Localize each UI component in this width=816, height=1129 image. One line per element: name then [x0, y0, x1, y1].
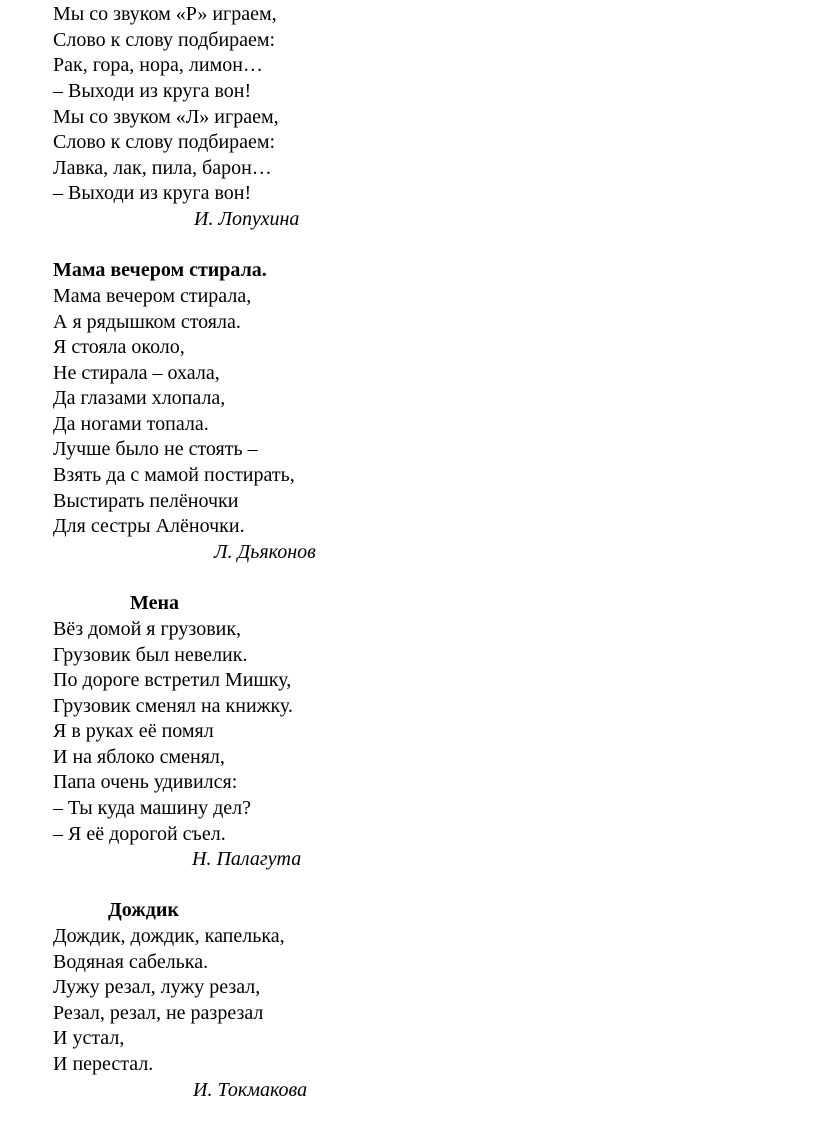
poem-title: Дождик [108, 899, 179, 921]
poem-line: Рак, гора, нора, лимон… [53, 54, 263, 76]
poem-line: Грузовик был невелик. [53, 644, 248, 666]
poem-line: Для сестры Алёночки. [53, 515, 245, 537]
poem-line: Мы со звуком «Л» играем, [53, 106, 279, 128]
poem-line: – Ты куда машину дел? [53, 797, 251, 819]
poem-line: По дороге встретил Мишку, [53, 669, 292, 691]
poem-line: Не стирала – охала, [53, 362, 220, 384]
poem-line: И на яблоко сменял, [53, 746, 225, 768]
poem-line: И устал, [53, 1027, 125, 1049]
poem-title: Мена [130, 592, 180, 614]
poem-line: Резал, резал, не разрезал [53, 1002, 264, 1024]
poem-line: Я стояла около, [53, 336, 185, 358]
poem-line: Лавка, лак, пила, барон… [53, 157, 272, 179]
poem-line: – Выходи из круга вон! [53, 182, 252, 204]
poem-line: А я рядышком стояла. [53, 311, 241, 333]
poem-title: Мама вечером стирала. [53, 259, 267, 281]
poem-line: Мама вечером стирала, [53, 285, 252, 307]
poem-line: Лужу резал, лужу резал, [53, 976, 261, 998]
poem-line: Слово к слову подбираем: [53, 29, 276, 51]
poem-line: Слово к слову подбираем: [53, 131, 276, 153]
poem-line: – Я её дорогой съел. [53, 823, 226, 845]
poem-line: Выстирать пелёночки [53, 490, 239, 512]
poem-line: Мы со звуком «Р» играем, [53, 3, 277, 25]
poem-line: Дождик, дождик, капелька, [53, 925, 285, 947]
poem-line: Папа очень удивился: [53, 771, 238, 793]
poem-line: Водяная сабелька. [53, 951, 209, 973]
poem-author: И. Токмакова [193, 1079, 308, 1101]
poem-line: И перестал. [53, 1053, 154, 1075]
poem-line: – Выходи из круга вон! [53, 80, 252, 102]
poem-line: Вёз домой я грузовик, [53, 618, 242, 640]
poem-line: Лучше было не стоять – [53, 438, 258, 460]
poem-line: Да глазами хлопала, [53, 387, 226, 409]
poem-author: Л. Дьяконов [214, 541, 316, 563]
poem-line: Взять да с мамой постирать, [53, 464, 295, 486]
poem-line: Да ногами топала. [53, 413, 209, 435]
poem-line: Грузовик сменял на книжку. [53, 695, 293, 717]
poem-line: Я в руках её помял [53, 720, 214, 742]
poem-author: Н. Палагута [192, 848, 302, 870]
poem-author: И. Лопухина [194, 208, 300, 230]
